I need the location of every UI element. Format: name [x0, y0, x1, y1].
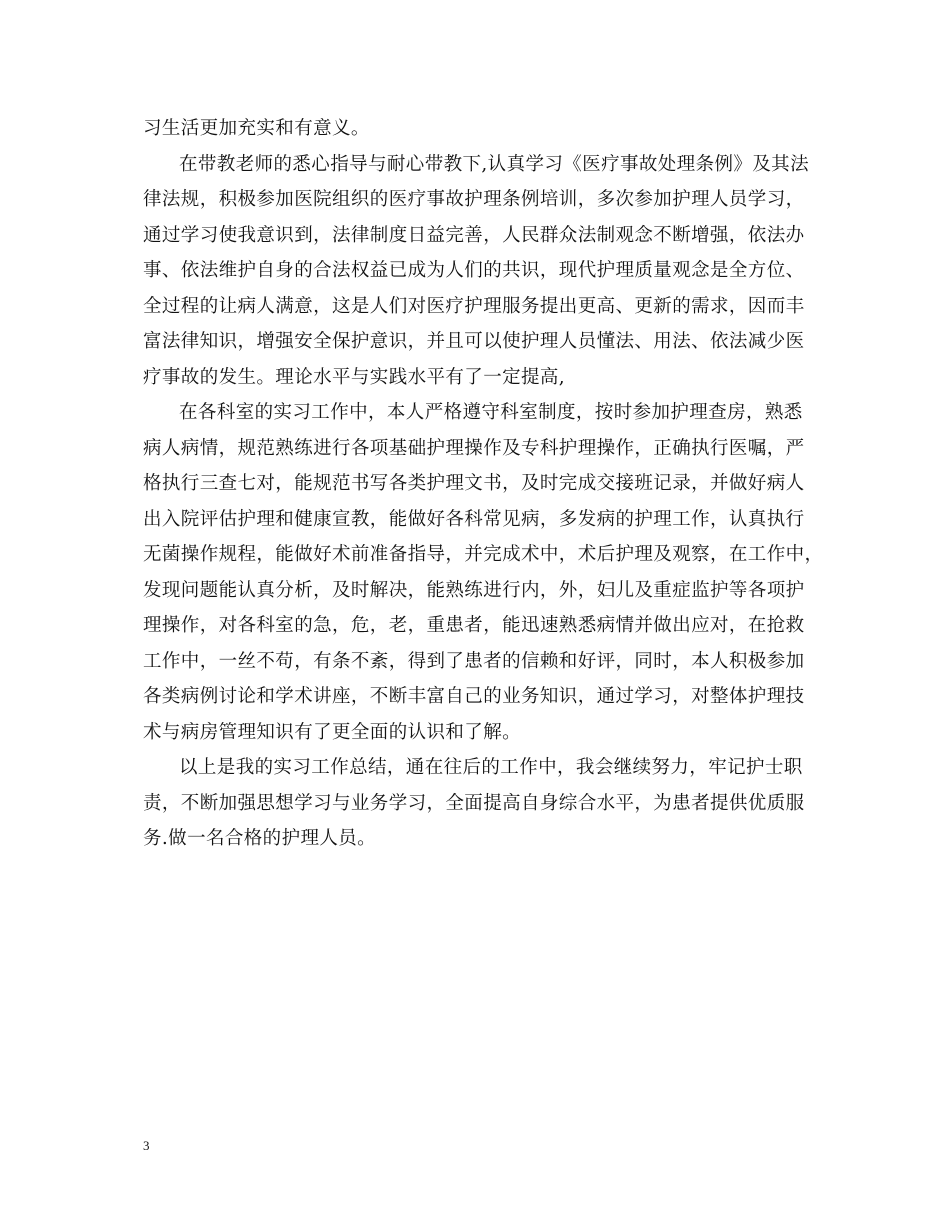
text-line: 疗事故的发生。理论水平与实践水平有了一定提高,: [143, 367, 566, 388]
text-line: 务.做一名合格的护理人员。: [143, 828, 377, 849]
text-line: 律法规，积极参加医院组织的医疗事故护理条例培训，多次参加护理人员学习，: [143, 189, 805, 210]
paragraph-start-line: 在各科室的实习工作中，本人严格遵守科室制度，按时参加护理查房，熟悉: [179, 402, 803, 423]
text-line: 无菌操作规程，能做好术前准备指导，并完成术中，术后护理及观察，在工作中，: [143, 544, 824, 565]
page-number: 3: [143, 1138, 150, 1153]
text-line: 病人病情，规范熟练进行各项基础护理操作及专科护理操作，正确执行医嘱，严: [143, 438, 805, 459]
text-line: 出入院评估护理和健康宣教，能做好各科常见病，多发病的护理工作，认真执行: [143, 509, 805, 530]
text-line: 富法律知识，增强安全保护意识，并且可以使护理人员懂法、用法、依法减少医: [143, 331, 805, 352]
paragraph-start-line: 以上是我的实习工作总结，通在往后的工作中，我会继续努力，牢记护士职: [179, 757, 803, 778]
text-line: 事、依法维护自身的合法权益已成为人们的共识，现代护理质量观念是全方位、: [143, 260, 805, 281]
text-line: 工作中，一丝不苟，有条不紊，得到了患者的信赖和好评，同时，本人积极参加: [143, 651, 805, 672]
text-line: 各类病例讨论和学术讲座，不断丰富自己的业务知识，通过学习，对整体护理技: [143, 686, 805, 707]
text-line: 全过程的让病人满意，这是人们对医疗护理服务提出更高、更新的需求，因而丰: [143, 296, 805, 317]
text-line: 通过学习使我意识到，法律制度日益完善，人民群众法制观念不断增强，依法办: [143, 225, 805, 246]
text-line: 理操作，对各科室的急，危，老，重患者，能迅速熟悉病情并做出应对，在抢救: [143, 615, 805, 636]
text-line: 术与病房管理知识有了更全面的认识和了解。: [143, 722, 522, 743]
text-line: 格执行三查七对，能规范书写各类护理文书，及时完成交接班记录，并做好病人: [143, 473, 805, 494]
text-line: 习生活更加充实和有意义。: [143, 118, 370, 139]
text-line: 发现问题能认真分析，及时解决，能熟练进行内，外，妇儿及重症监护等各项护: [143, 580, 805, 601]
text-line: 责，不断加强思想学习与业务学习，全面提高自身综合水平，为患者提供优质服: [143, 793, 805, 814]
paragraph-start-line: 在带教老师的悉心指导与耐心带教下,认真学习《医疗事故处理条例》及其法: [179, 154, 809, 175]
